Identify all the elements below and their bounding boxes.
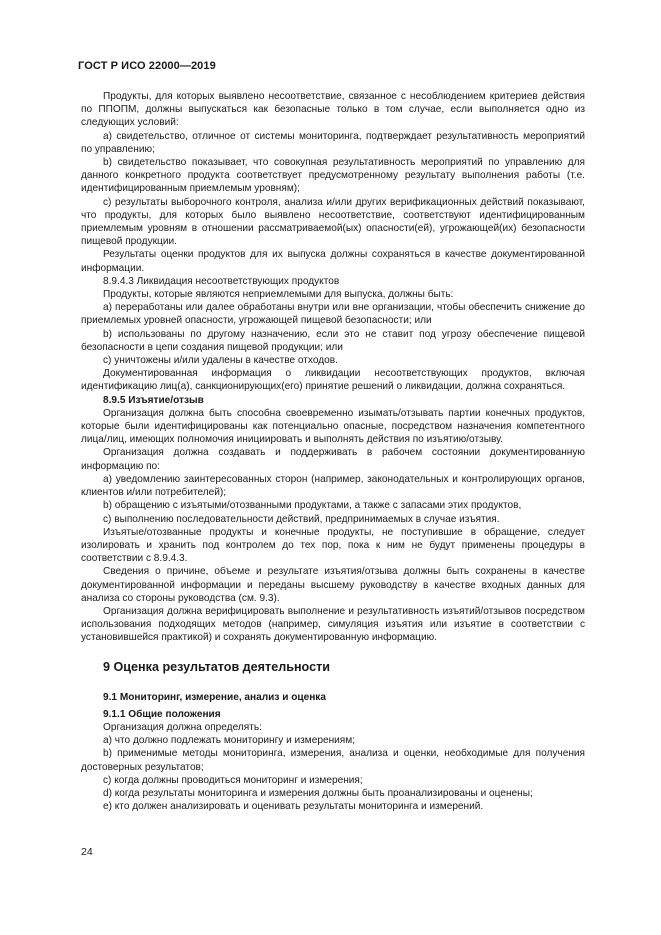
list-item: b) использованы по другому назначению, если это не ставит под угрозу обеспечение пищевой безопасности в цепи создания пищевой продукции; или <box>81 328 585 353</box>
list-item: а) переработаны или далее обработаны внутри или вне организации, чтобы обеспечить снижение до приемлемых уровней опасности, угрожающей пищевой безопасности; или <box>81 302 585 327</box>
page-number: 24 <box>81 846 93 858</box>
paragraph: Организация должна быть способна своевременно изымать/отзывать партии конечных продуктов, которые были идентифицированы как потенциально опасные, посредством назначения компетентного лица/лиц, имеющих полномочия инициировать и выполнять действия по изъятию/отзыву. <box>81 407 585 446</box>
page-body <box>81 90 585 813</box>
clause-heading-9-1-1: 9.1.1 Общие положения <box>103 708 221 720</box>
paragraph: Результаты оценки продуктов для их выпуска должны сохраняться в качестве документированной информации. <box>81 249 585 274</box>
list-item: b) обращению с изъятыми/отозванными продуктами, а также с запасами этих продуктов, <box>103 500 522 512</box>
list-item: d) когда результаты мониторинга и измерения должны быть проанализированы и оценены; <box>103 787 533 799</box>
paragraph: Изъятые/отозванные продукты и конечные продукты, не поступившие в обращение, следует изолировать и хранить под контролем до тех пор, пока к ним не будут применены процедуры в соответствии с 8.9.4.3. <box>81 526 585 565</box>
paragraph: Сведения о причине, объеме и результате изъятия/отзыва должны быть сохранены в качестве документированной информации и переданы высшему руководству в качестве входных данных для анализа со стороны руководства (см. 9.3). <box>81 566 585 604</box>
list-item: с) уничтожены и/или удалены в качестве отходов. <box>103 355 338 367</box>
list-item: е) кто должен анализировать и оценивать результаты мониторинга и измерений. <box>103 801 484 813</box>
clause-heading-8-9-4-3: 8.9.4.3 Ликвидация несоответствующих продуктов <box>103 275 340 287</box>
list-item: с) когда должны проводиться мониторинг и измерения; <box>103 774 363 786</box>
list-item: а) уведомлению заинтересованных сторон (например, законодательных и контролирующих органов, клиентов и/или потребителей); <box>81 473 585 499</box>
list-item: b) применимые методы мониторинга, измерения, анализа и оценки, необходимые для получения достоверных результатов; <box>81 748 585 773</box>
paragraph: Организация должна верифицировать выполнение и результативность изъятий/отзывов посредством использования подходящих методов (например, симуляция изъятия или изъятие в соответствии с установившейся практикой) и сохранять документированную информацию. <box>81 605 585 644</box>
list-item: с) результаты выборочного контроля, анализа и/или других верификационных действий показывают, что продукты, для которых было выявлено несоответствие, соответствуют идентифицированным приемлемым уровням в отношении рассматриваемой(ых) опасности(ей), угрожающей(их) безопасности пищевой продукции. <box>81 196 585 248</box>
paragraph: Документированная информация о ликвидации несоответствующих продуктов, включая идентификацию лиц(а), санкционирующих(его) принятие решений о ликвидации, должна сохраняться. <box>81 368 585 393</box>
clause-heading-8-9-5: 8.9.5 Изъятие/отзыв <box>103 394 204 406</box>
paragraph: Продукты, для которых выявлено несоответствие, связанное с несоблюдением критериев действия по ППОПМ, должны выпускаться как безопасные только в том случае, если выполняется одно из следующих условий: <box>81 91 585 129</box>
document-header: ГОСТ Р ИСО 22000—2019 <box>78 60 216 72</box>
list-item: а) что должно подлежать мониторингу и измерениям; <box>103 735 356 747</box>
paragraph: Продукты, которые являются неприемлемыми для выпуска, должны быть: <box>103 289 454 301</box>
paragraph: Организация должна определять: <box>103 721 262 733</box>
subsection-heading-9-1: 9.1 Мониторинг, измерение, анализ и оценка <box>103 691 326 703</box>
list-item: с) выполнению последовательности действий, предпринимаемых в случае изъятия. <box>103 513 500 525</box>
list-item: а) свидетельство, отличное от системы мониторинга, подтверждает результативность мероприятий по управлению; <box>81 130 585 155</box>
list-item: b) свидетельство показывает, что совокупная результативность мероприятий по управлению для данного конкретного продукта соответствует предусмотренному результату выполнения работы (т.е. идентифицированным приемлемым уровням); <box>81 157 585 195</box>
section-heading-9: 9 Оценка результатов деятельности <box>103 659 330 674</box>
paragraph: Организация должна создавать и поддерживать в рабочем состоянии документированную информацию по: <box>81 447 585 472</box>
